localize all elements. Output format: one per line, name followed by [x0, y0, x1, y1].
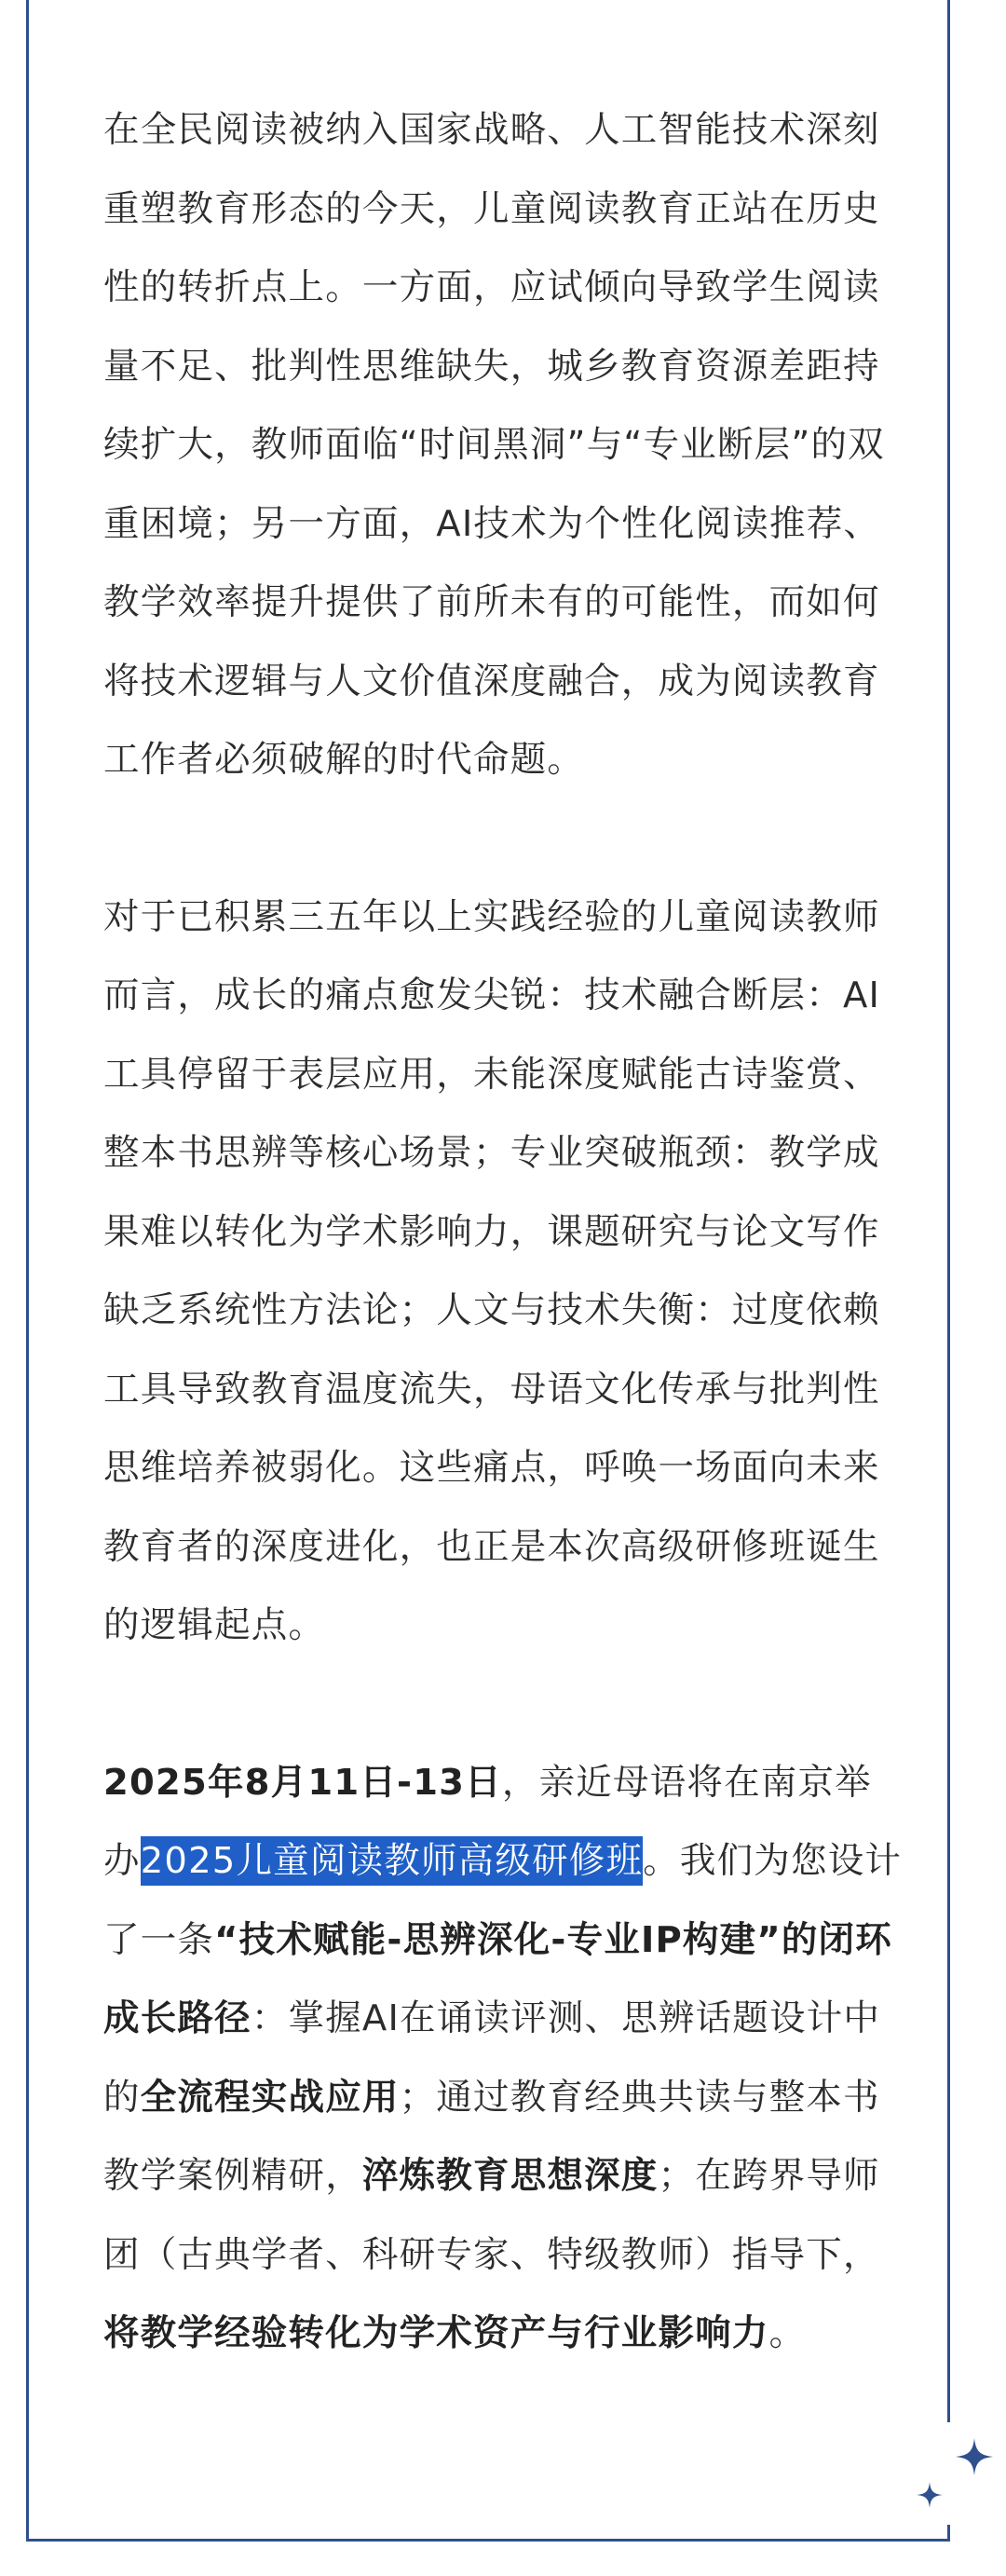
bold-academic-assets: 将教学经验转化为学术资产与行业影响力: [103, 2312, 769, 2354]
bold-practice: 全流程实战应用: [140, 2076, 400, 2119]
sparkle-icon-small: [917, 2482, 943, 2508]
text-run: ；在跨界导师团（古典学者、科研专家、特级教师）指导下，: [103, 2155, 880, 2276]
highlighted-program-name: 2025儿童阅读教师高级研修班: [141, 1836, 643, 1886]
article-body: [103, 91, 904, 2374]
text-run: ，亲近母语将在南京举办: [103, 1761, 872, 1882]
bold-growth-path: “技术赋能-思辨深化-专业IP构建”的闭环成长路径: [103, 1918, 892, 2039]
sparkle-icon-large: [956, 2438, 993, 2475]
event-date: 2025年8月11日-13日: [103, 1761, 502, 1804]
text-run: 。我们为您设计了一条: [103, 1840, 903, 1961]
paragraph-1: 在全民阅读被纳入国家战略、人工智能技术深刻重塑教育形态的今天，儿童阅读教育正站在历史性的转折点上。一方面，应试倾向导致学生阅读量不足、批判性思维缺失，城乡教育资源差距持续扩大，教师面临“时间黑洞”与“专业断层”的双重困境；另一方面，AI技术为个性化阅读推荐、教学效率提升提供了前所未有的可能性，而如何将技术逻辑与人文价值深度融合，成为阅读教育工作者必须破解的时代命题。: [103, 109, 885, 781]
text-run: ；通过教育经典共读与整本书教学案例精研，: [103, 2076, 880, 2197]
paragraph-2: 对于已积累三五年以上实践经验的儿童阅读教师而言，成长的痛点愈发尖锐：技术融合断层：AI工具停留于表层应用，未能深度赋能古诗鉴赏、整本书思辨等核心场景；专业突破瓶颈：教学成果难以转化为学术影响力，课题研究与论文写作缺乏系统性方法论；人文与技术失衡：过度依赖工具导致教育温度流失，母语文化传承与批判性思维培养被弱化。这些痛点，呼唤一场面向未来教育者的深度进化，也正是本次高级研修班诞生的逻辑起点。: [103, 895, 881, 1646]
text-run: 。: [768, 2312, 807, 2354]
paragraph-3: [103, 1744, 904, 2374]
text-run: ：掌握AI在诵读评测、思辨话题设计中的: [103, 1997, 881, 2119]
bold-thought-depth: 淬炼教育思想深度: [361, 2155, 659, 2197]
